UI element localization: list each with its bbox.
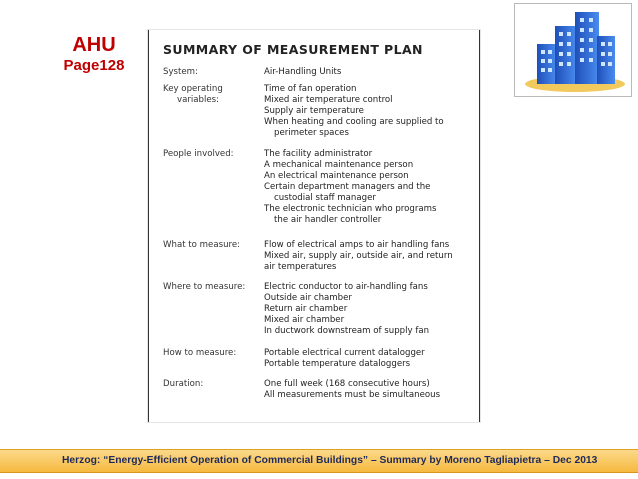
row-value: Mixed air temperature control — [264, 95, 393, 105]
row-label-text: System: — [163, 67, 198, 77]
row-value: One full week (168 consecutive hours) — [264, 379, 430, 389]
row-value: air temperatures — [264, 262, 337, 272]
page-reference: Page128 — [63, 57, 125, 74]
row-label — [163, 149, 263, 160]
row-value: Supply air temperature — [264, 106, 364, 116]
row-label — [163, 348, 263, 359]
row-value: In ductwork downstream of supply fan — [264, 326, 430, 336]
row-values — [264, 67, 476, 78]
row-value: The electronic technician who programs — [264, 204, 437, 214]
row-label — [163, 67, 263, 78]
row-values — [264, 149, 476, 226]
row-value: All measurements must be simultaneous — [264, 390, 441, 400]
row-value: Portable temperature dataloggers — [264, 359, 411, 369]
row-value: A mechanical maintenance person — [264, 160, 414, 170]
row-label-text: What to measure: — [163, 240, 241, 250]
row-label-text: variables: — [177, 95, 220, 105]
row-value: The facility administrator — [264, 149, 373, 159]
row-label-text: How to measure: — [163, 348, 237, 358]
scan-heading: SUMMARY OF MEASUREMENT PLAN — [163, 42, 423, 57]
row-values — [264, 348, 476, 370]
buildings-icon-frame — [514, 3, 632, 97]
row-value: Air-Handling Units — [264, 67, 342, 77]
row-value: Certain department managers and the — [264, 182, 431, 192]
row-label — [163, 84, 263, 106]
row-value: Mixed air, supply air, outside air, and return — [264, 251, 453, 261]
row-value: custodial staff manager — [274, 193, 376, 203]
row-values — [264, 84, 476, 139]
row-value: Time of fan operation — [264, 84, 357, 94]
footer-citation: Herzog: “Energy-Efficient Operation of Commercial Buildings” – Summary by Moreno Tagliapietra – Dec 2013 — [62, 455, 598, 466]
row-label — [163, 379, 263, 390]
row-value: Flow of electrical amps to air handling fans — [264, 240, 450, 250]
row-values — [264, 240, 476, 273]
row-value: Outside air chamber — [264, 293, 352, 303]
row-value: Mixed air chamber — [264, 315, 345, 325]
row-label-text: Key operating — [163, 84, 223, 94]
row-value: Electric conductor to air-handling fans — [264, 282, 428, 292]
row-value: When heating and cooling are supplied to — [264, 117, 444, 127]
row-values — [264, 379, 476, 401]
row-label-text: Where to measure: — [163, 282, 246, 292]
row-value: perimeter spaces — [274, 128, 349, 138]
row-label — [163, 282, 263, 293]
row-value: the air handler controller — [274, 215, 382, 225]
slide-title — [58, 34, 130, 76]
row-label-text: People involved: — [163, 149, 234, 159]
buildings-icon — [515, 4, 631, 96]
row-values — [264, 282, 476, 337]
footer-bar — [0, 449, 638, 473]
row-value: Return air chamber — [264, 304, 348, 314]
row-value: Portable electrical current datalogger — [264, 348, 425, 358]
row-label — [163, 240, 263, 251]
row-label-text: Duration: — [163, 379, 204, 389]
scanned-measurement-plan — [148, 30, 480, 422]
row-value: An electrical maintenance person — [264, 171, 409, 181]
slide-title-text: AHU — [72, 34, 116, 56]
